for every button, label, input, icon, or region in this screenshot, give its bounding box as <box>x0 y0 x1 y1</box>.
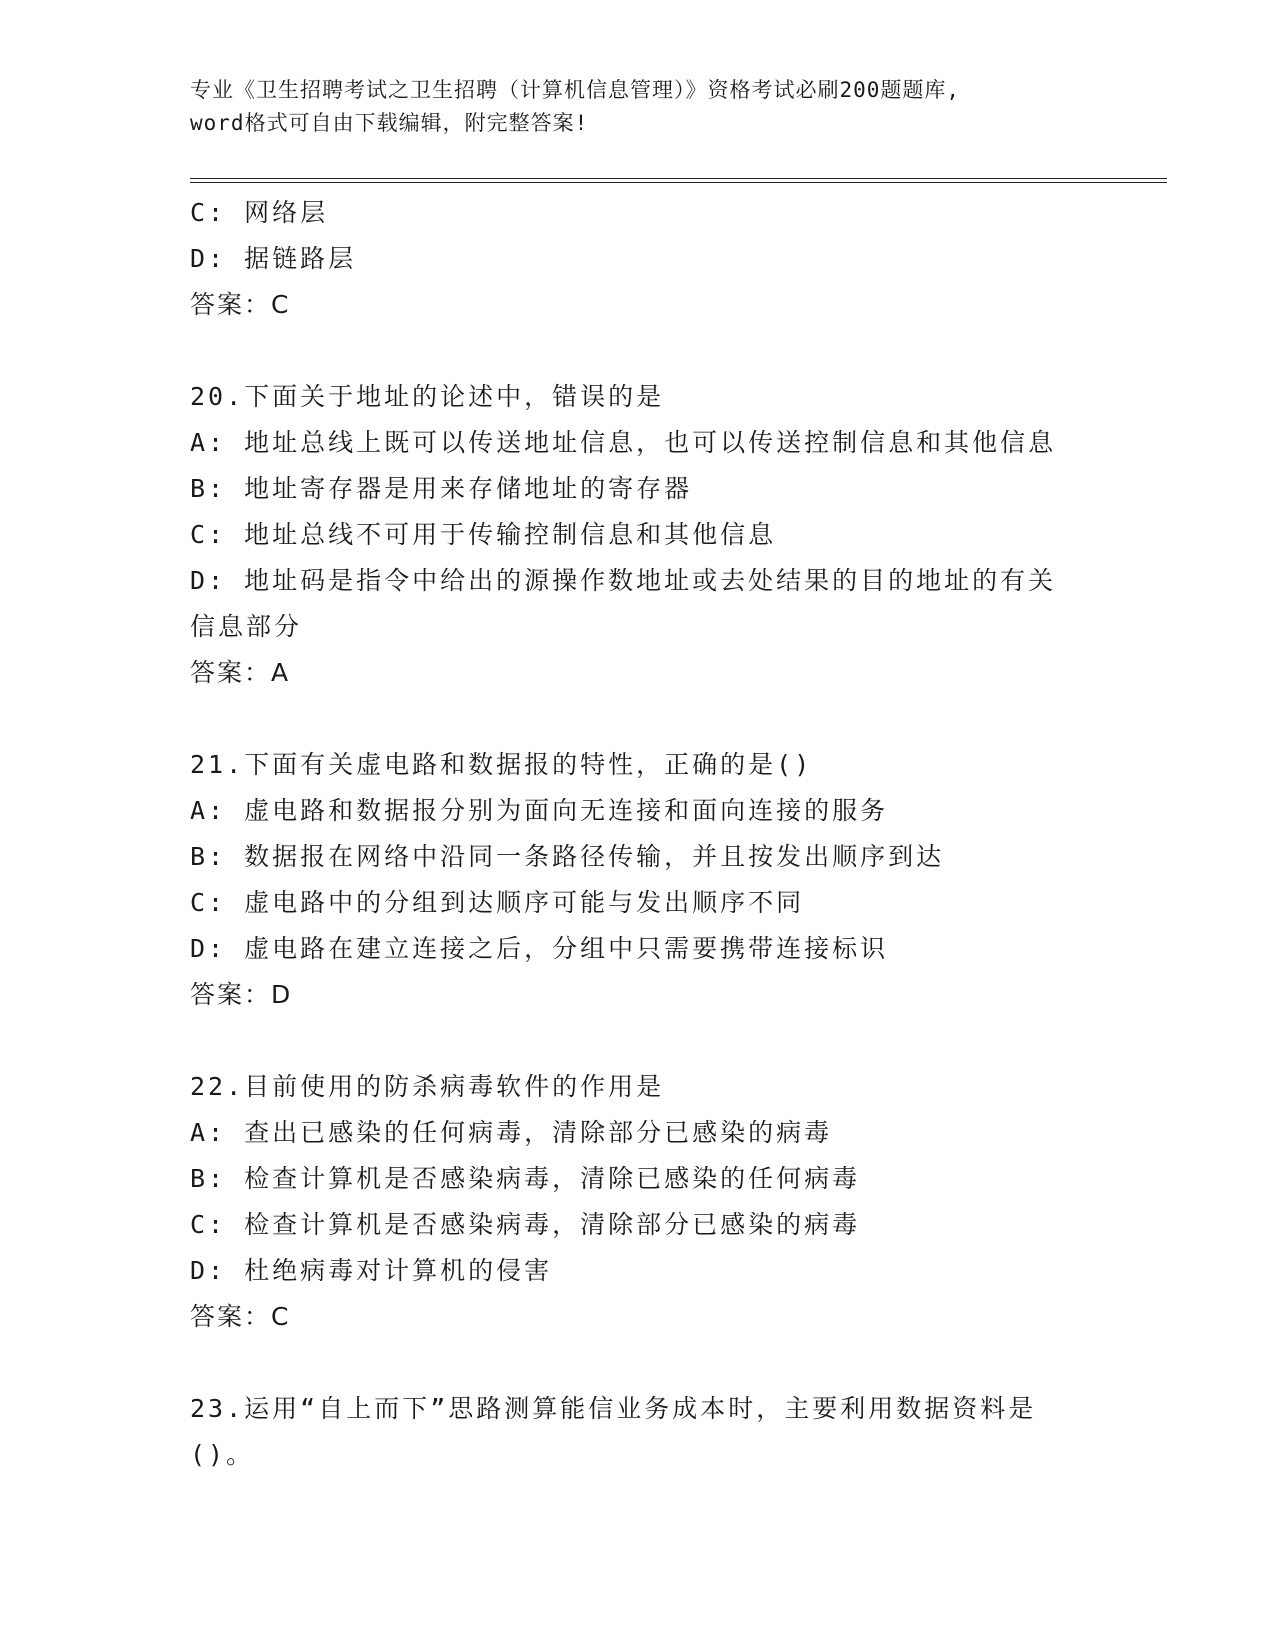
answer-label: 答案：C <box>190 1302 291 1331</box>
option-d: D: 虚电路在建立连接之后，分组中只需要携带连接标识 <box>190 934 889 963</box>
option-b: B: 检查计算机是否感染病毒，清除已感染的任何病毒 <box>190 1164 861 1193</box>
option-a: A: 查出已感染的任何病毒，清除部分已感染的病毒 <box>190 1118 833 1147</box>
answer-label: 答案：A <box>190 658 291 687</box>
question-20 <box>190 374 1090 696</box>
question-stem: 20.下面关于地址的论述中，错误的是 <box>190 382 665 411</box>
option-c: C: 网络层 <box>190 198 329 227</box>
option-c: C: 虚电路中的分组到达顺序可能与发出顺序不同 <box>190 888 805 917</box>
spacer <box>190 328 1090 374</box>
page-header <box>190 74 1090 140</box>
option-d: D: 据链路层 <box>190 244 357 273</box>
question-stem: 21.下面有关虚电路和数据报的特性，正确的是() <box>190 750 813 779</box>
spacer <box>190 1340 1090 1386</box>
answer-label: 答案：C <box>190 290 291 319</box>
option-c: C: 地址总线不可用于传输控制信息和其他信息 <box>190 520 777 549</box>
question-content <box>190 190 1090 1478</box>
option-d: D: 杜绝病毒对计算机的侵害 <box>190 1256 553 1285</box>
option-b: B: 地址寄存器是用来存储地址的寄存器 <box>190 474 693 503</box>
question-23 <box>190 1386 1090 1478</box>
question-19-tail <box>190 190 1090 328</box>
option-a: A: 地址总线上既可以传送地址信息，也可以传送控制信息和其他信息 <box>190 428 1057 457</box>
header-divider <box>190 178 1167 183</box>
question-stem: 23.运用“自上而下”思路测算能信业务成本时，主要利用数据资料是 <box>190 1394 1037 1423</box>
spacer <box>190 696 1090 742</box>
option-c: C: 检查计算机是否感染病毒，清除部分已感染的病毒 <box>190 1210 861 1239</box>
question-22 <box>190 1064 1090 1340</box>
question-stem: 22.目前使用的防杀病毒软件的作用是 <box>190 1072 665 1101</box>
option-d: D: 地址码是指令中给出的源操作数地址或去处结果的目的地址的有关 <box>190 566 1057 595</box>
question-stem-continued: ()。 <box>190 1440 255 1469</box>
header-title-line-2: word格式可自由下载编辑，附完整答案! <box>190 111 589 135</box>
spacer <box>190 1018 1090 1064</box>
option-d-continued: 信息部分 <box>190 612 303 641</box>
option-a: A: 虚电路和数据报分别为面向无连接和面向连接的服务 <box>190 796 889 825</box>
question-21 <box>190 742 1090 1018</box>
option-b: B: 数据报在网络中沿同一条路径传输，并且按发出顺序到达 <box>190 842 945 871</box>
answer-label: 答案：D <box>190 980 293 1009</box>
header-title-line-1: 专业《卫生招聘考试之卫生招聘（计算机信息管理）》资格考试必刷200题题库, <box>190 78 961 102</box>
